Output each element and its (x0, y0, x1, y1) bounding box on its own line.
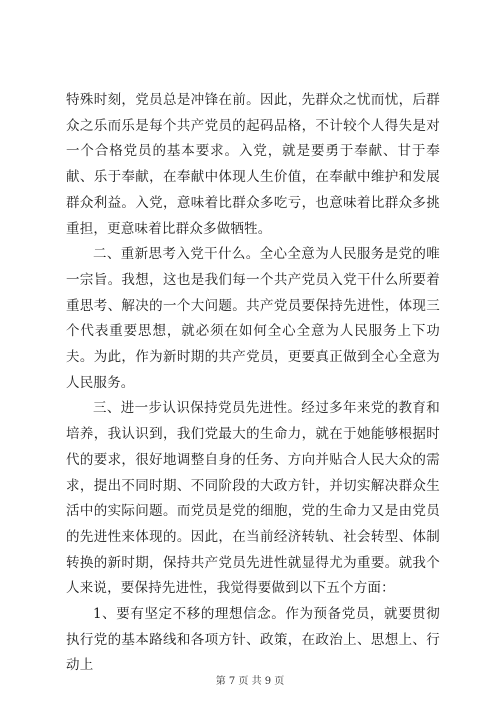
paragraph: 1、要有坚定不移的理想信念。作为预备党员，就要贯彻执行党的基本路线和各项方针、政策，在政治上、思想上、行动上 (66, 606, 440, 674)
paragraph: 三、进一步认识保持党员先进性。经过多年来党的教育和培养，我认识到，我们党最大的生命力，就在于她能够根据时代的要求，很好地调整自身的任务、方向并贴合人民大众的需求，提出不同时期、不同阶段的大政方针，并切实解决群众生活中的实际问题。而党员是党的细胞，党的生命力又是由党员的先进性来体现的。因此，在当前经济转轨、社会转型、体制转换的新时期，保持共产党员先进性就显得尤为重要。就我个人来说，要保持先进性，我觉得要做到以下五个方面： (66, 400, 440, 597)
page-number-footer: 第 7 页 共 9 页 (215, 676, 285, 687)
paragraph: 特殊时刻，党员总是冲锋在前。因此，先群众之忧而忧，后群众之乐而乐是每个共产党员的起码品格，不计较个人得失是对一个合格党员的基本要求。入党，就是要勇于奉献、甘于奉献、乐于奉献，在奉献中体现人生价值，在奉献中维护和发展群众利益。入党，意味着比群众多吃亏，也意味着比群众多挑重担，更意味着比群众多做牺牲。 (66, 92, 440, 237)
paragraph: 二、重新思考入党干什么。全心全意为人民服务是党的唯一宗旨。我想，这也是我们每一个共产党员入党干什么所要着重思考、解决的一个大问题。共产党员要保持先进性，体现三个代表重要思想，就必须在如何全心全意为人民服务上下功夫。为此，作为新时期的共产党员，更要真正做到全心全意为人民服务。 (66, 246, 440, 391)
document-body (66, 88, 440, 679)
